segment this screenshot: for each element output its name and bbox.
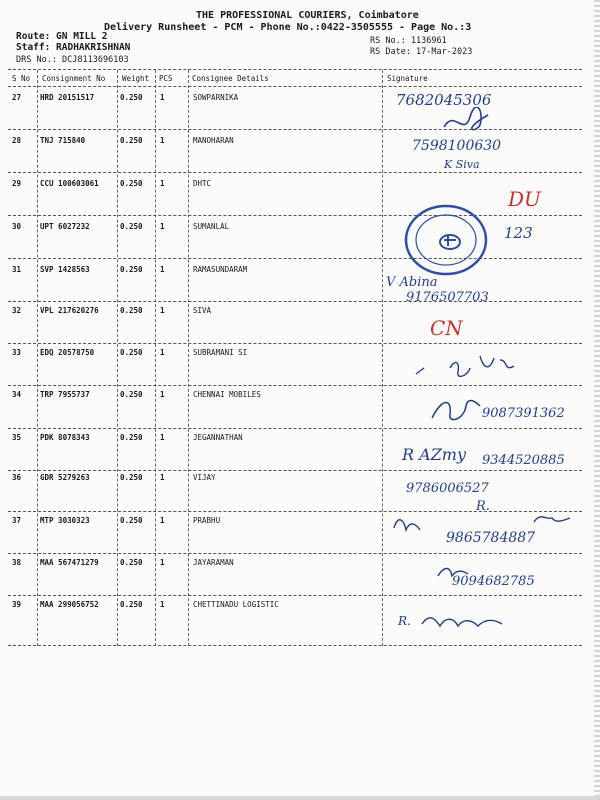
- table-row: [0, 473, 600, 515]
- company-title: THE PROFESSIONAL COURIERS, Coimbatore: [196, 10, 419, 21]
- row-rule: [8, 172, 582, 173]
- row-consignment: UPT 6027232: [40, 222, 90, 231]
- signature-phone: 7682045306: [396, 91, 492, 109]
- row-sno: 29: [12, 179, 22, 188]
- signature-phone: 9865784887: [446, 530, 536, 546]
- row-rule: [8, 258, 582, 259]
- signature-cell: [384, 136, 584, 176]
- row-consignee: VIJAY: [193, 473, 216, 482]
- row-sno: 28: [12, 136, 22, 145]
- row-weight: 0.250: [120, 306, 143, 315]
- signature-cell: [384, 348, 584, 388]
- signature-scribble: [440, 107, 500, 135]
- table-row: [0, 348, 600, 390]
- table-row: [0, 516, 600, 558]
- signature-cell: [384, 93, 584, 133]
- row-consignee: CHETTINADU LOGISTIC: [193, 600, 279, 609]
- col-header-pcs: PCS: [159, 74, 173, 83]
- row-consignment: MTP 3030323: [40, 516, 90, 525]
- signature-phone: 9087391362: [482, 406, 565, 421]
- row-pcs: 1: [160, 433, 165, 442]
- row-consignment: HRD 20151517: [40, 93, 95, 102]
- row-consignment: EDQ 20578750: [40, 348, 95, 357]
- row-rule: [8, 595, 582, 596]
- row-consignment: GDR 5279263: [40, 473, 90, 482]
- row-rule: [8, 385, 582, 386]
- row-weight: 0.250: [120, 348, 143, 357]
- signature-phone: 9786006527: [406, 481, 489, 496]
- row-pcs: 1: [160, 516, 165, 525]
- row-pcs: 1: [160, 558, 165, 567]
- signature-cell: [384, 473, 584, 513]
- row-consignee: MANOHARAN: [193, 136, 234, 145]
- signature-initial: R.: [398, 614, 411, 628]
- row-weight: 0.250: [120, 390, 143, 399]
- row-consignee: SUBRAMANI SI: [193, 348, 248, 357]
- row-sno: 35: [12, 433, 22, 442]
- row-consignee: DHTC: [193, 179, 212, 188]
- row-consignment: CCU 100603061: [40, 179, 99, 188]
- table-row: [0, 306, 600, 348]
- route-label: Route: GN MILL 2: [16, 31, 108, 42]
- runsheet-subtitle: Delivery Runsheet - PCM - Phone No.:0422-3505555 - Page No.:3: [104, 22, 472, 33]
- signature-cell: [384, 600, 584, 640]
- row-weight: 0.250: [120, 265, 143, 274]
- row-pcs: 1: [160, 265, 165, 274]
- signature-initial: R.: [476, 499, 490, 514]
- signature-cell: [384, 433, 584, 473]
- page-edge: [594, 0, 600, 800]
- row-consignee: RAMASUNDARAM: [193, 265, 248, 274]
- row-pcs: 1: [160, 179, 165, 188]
- row-consignee: PRABHU: [193, 516, 221, 525]
- row-rule: [8, 553, 582, 554]
- row-pcs: 1: [160, 136, 165, 145]
- signature-cell: [384, 306, 584, 346]
- signature-phone: 9176507703: [406, 290, 489, 305]
- row-rule: [8, 215, 582, 216]
- scan-bottom-edge: [0, 796, 600, 800]
- row-weight: 0.250: [120, 136, 143, 145]
- row-sno: 30: [12, 222, 22, 231]
- signature-cell: [384, 516, 584, 556]
- row-weight: 0.250: [120, 600, 143, 609]
- row-weight: 0.250: [120, 222, 143, 231]
- row-pcs: 1: [160, 93, 165, 102]
- row-pcs: 1: [160, 600, 165, 609]
- row-weight: 0.250: [120, 516, 143, 525]
- col-header-consignment: Consignment No: [42, 74, 106, 83]
- row-consignment: TNJ 715840: [40, 136, 86, 145]
- row-pcs: 1: [160, 390, 165, 399]
- signature-phone: 9344520885: [482, 453, 565, 468]
- signature-mark: DU: [508, 187, 541, 211]
- drs-number: DRS No.: DCJ8113696103: [16, 55, 129, 65]
- col-header-consignee: Consignee Details: [192, 74, 269, 83]
- table-row: [0, 600, 600, 642]
- row-consignment: MAA 299056752: [40, 600, 99, 609]
- table-row: [0, 433, 600, 475]
- rs-number: RS No.: 1136961: [370, 36, 447, 46]
- signature-number: 123: [504, 224, 533, 242]
- row-consignment: SVP 1428563: [40, 265, 90, 274]
- row-weight: 0.250: [120, 433, 143, 442]
- row-weight: 0.250: [120, 558, 143, 567]
- row-pcs: 1: [160, 473, 165, 482]
- signature-scribble: [418, 608, 528, 632]
- row-sno: 34: [12, 390, 22, 399]
- row-consignee: JAYARAMAN: [193, 558, 234, 567]
- signature-scribble: [428, 392, 488, 424]
- row-rule: [8, 343, 582, 344]
- signature-cell: [384, 390, 584, 430]
- col-header-sno: S No: [12, 74, 31, 83]
- signature-mark: CN: [430, 316, 463, 340]
- row-rule: [8, 129, 582, 130]
- row-sno: 39: [12, 600, 22, 609]
- row-rule: [8, 428, 582, 429]
- row-rule: [8, 301, 582, 302]
- row-sno: 36: [12, 473, 22, 482]
- row-pcs: 1: [160, 306, 165, 315]
- row-consignment: PDK 8078343: [40, 433, 90, 442]
- signature-phone: 9094682785: [452, 574, 535, 589]
- row-rule: [8, 645, 582, 646]
- signature-name: R AZmy: [402, 445, 467, 464]
- row-consignee: CHENNAI MOBILES: [193, 390, 261, 399]
- signature-phone: 7598100630: [412, 138, 502, 154]
- row-rule: [8, 470, 582, 471]
- signature-name: K Siva: [444, 158, 480, 171]
- row-consignee: SIVA: [193, 306, 212, 315]
- row-pcs: 1: [160, 222, 165, 231]
- row-sno: 37: [12, 516, 22, 525]
- row-consignment: TRP 7955737: [40, 390, 90, 399]
- row-consignee: SUMANLAL: [193, 222, 230, 231]
- signature-cell: [384, 558, 584, 598]
- row-sno: 33: [12, 348, 22, 357]
- row-consignment: VPL 217620276: [40, 306, 99, 315]
- row-weight: 0.250: [120, 179, 143, 188]
- table-row: [0, 390, 600, 432]
- signature-scribble: [410, 350, 540, 386]
- row-consignment: MAA 567471279: [40, 558, 99, 567]
- table-top-rule: [8, 69, 582, 70]
- rs-date: RS Date: 17-Mar-2023: [370, 47, 473, 57]
- row-sno: 32: [12, 306, 22, 315]
- table-row: [0, 558, 600, 600]
- row-pcs: 1: [160, 348, 165, 357]
- col-header-signature: Signature: [387, 74, 428, 83]
- table-header-rule: [8, 86, 582, 87]
- signature-name: V Abina: [386, 275, 438, 290]
- row-sno: 27: [12, 93, 22, 102]
- stamp-seal: [398, 200, 494, 280]
- row-sno: 31: [12, 265, 22, 274]
- staff-label: Staff: RADHAKRISHNAN: [16, 42, 131, 53]
- row-weight: 0.250: [120, 473, 143, 482]
- row-consignee: SOWPARNIKA: [193, 93, 239, 102]
- row-sno: 38: [12, 558, 22, 567]
- col-header-weight: Weight: [122, 74, 150, 83]
- row-consignee: JEGANNATHAN: [193, 433, 243, 442]
- row-weight: 0.250: [120, 93, 143, 102]
- company-stamp: [398, 200, 494, 280]
